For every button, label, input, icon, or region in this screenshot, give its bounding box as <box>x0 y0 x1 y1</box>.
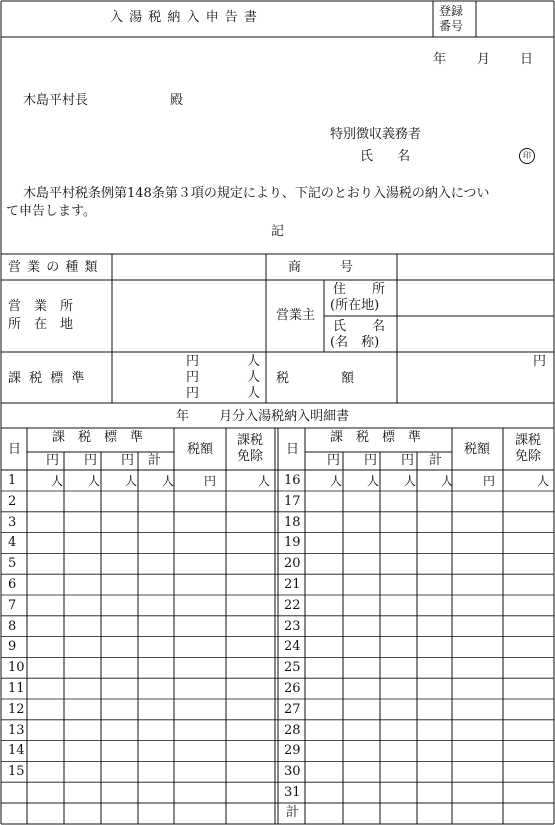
left-day-12: 12 <box>8 701 25 717</box>
business-location-label-1: 営 業 所 <box>8 299 74 314</box>
statement-line-2: て申告します。 <box>6 204 96 219</box>
right-day-30: 30 <box>284 764 301 780</box>
tax-standard-nin-3: 人 <box>247 386 261 401</box>
right-day-26: 26 <box>284 681 301 696</box>
col-exempt-left-1: 課税 <box>237 433 264 448</box>
date-year-label: 年 <box>433 52 447 67</box>
right-day-27: 27 <box>284 701 301 717</box>
col-total-left: 計 <box>148 453 162 468</box>
right-day-23: 23 <box>284 618 301 634</box>
col-total-right: 計 <box>429 453 443 468</box>
col-yen-left-1: 円 <box>46 453 60 468</box>
left-day-3: 3 <box>8 514 17 530</box>
operator-name-field[interactable] <box>399 318 553 350</box>
col-yen-left-3: 円 <box>121 453 135 468</box>
right-day-19: 19 <box>284 535 301 551</box>
col-yen-right-1: 円 <box>327 453 341 468</box>
addressee: 木島平村長 <box>23 93 89 108</box>
operator-address-field[interactable] <box>399 282 553 316</box>
tax-amount-label: 税 額 <box>276 371 355 386</box>
business-type-label: 営 業 の 種 類 <box>8 260 99 275</box>
col-day-right: 日 <box>286 442 300 457</box>
address-label-2: (所在地) <box>330 298 380 313</box>
total-row-label: 計 <box>286 805 300 820</box>
row1-nin-left-3: 人 <box>125 474 138 488</box>
form-title: 入 湯 税 納 入 申 告 書 <box>110 10 258 25</box>
col-tax-standard-left: 課 税 標 準 <box>52 430 144 445</box>
row1-nin-left-2: 人 <box>88 474 101 488</box>
statement-line-1: 木島平村税条例第148条第３項の規定により、下記のとおり入湯税の納入につい <box>23 186 490 201</box>
name-label-2: (名 称) <box>330 335 380 350</box>
tax-standard-nin-1: 人 <box>247 354 261 369</box>
left-day-15: 15 <box>8 764 25 780</box>
right-day-22: 22 <box>284 597 301 613</box>
business-type-field[interactable] <box>114 257 264 279</box>
row1-nin-right-5: 人 <box>537 474 550 488</box>
row1-nin-left-4: 人 <box>162 474 175 488</box>
collector-label: 特別徴収義務者 <box>330 127 422 142</box>
left-day-2: 2 <box>8 493 17 509</box>
ki-mark: 記 <box>271 224 285 239</box>
col-exempt-right-2: 免除 <box>515 449 542 464</box>
right-day-25: 25 <box>284 660 301 676</box>
col-yen-right-3: 円 <box>401 453 415 468</box>
left-day-14: 14 <box>8 743 25 759</box>
col-day-left: 日 <box>8 442 22 457</box>
right-day-24: 24 <box>284 639 301 655</box>
date-day-label: 日 <box>520 52 534 67</box>
row1-nin-right-2: 人 <box>367 474 380 488</box>
row1-nin-right-4: 人 <box>441 474 454 488</box>
name-label-1: 氏 名 <box>333 319 386 334</box>
row1-yen-right: 円 <box>483 474 496 488</box>
row1-nin-right-1: 人 <box>330 474 343 488</box>
tax-standard-yen-3: 円 <box>186 386 200 401</box>
row1-nin-left-1: 人 <box>51 474 64 488</box>
tax-standard-yen-1: 円 <box>186 354 200 369</box>
registration-label-bottom: 番号 <box>439 19 464 33</box>
row1-nin-right-3: 人 <box>404 474 417 488</box>
business-location-field[interactable] <box>114 282 264 350</box>
trade-name-field[interactable] <box>399 257 553 279</box>
right-day-18: 18 <box>284 514 301 530</box>
col-yen-left-2: 円 <box>84 453 98 468</box>
row1-yen-left: 円 <box>204 474 217 488</box>
left-day-13: 13 <box>8 722 25 738</box>
col-tax-amount-left: 税額 <box>187 442 214 457</box>
left-day-7: 7 <box>8 597 17 613</box>
left-day-8: 8 <box>8 618 17 634</box>
tax-standard-nin-2: 人 <box>247 370 261 385</box>
col-tax-standard-right: 課 税 標 準 <box>330 430 422 445</box>
right-day-20: 20 <box>284 556 301 572</box>
tax-amount-yen: 円 <box>533 354 547 369</box>
tax-amount-field[interactable] <box>399 353 529 403</box>
date-month-label: 月 <box>477 52 491 67</box>
left-day-5: 5 <box>8 556 17 572</box>
tax-standard-label: 課 税 標 準 <box>8 371 87 386</box>
trade-name-label: 商 号 <box>288 260 354 275</box>
right-day-29: 29 <box>284 743 301 759</box>
right-day-16: 16 <box>284 473 301 488</box>
tax-standard-yen-2: 円 <box>186 370 200 385</box>
address-label-1: 住 所 <box>333 282 386 297</box>
left-day-6: 6 <box>8 577 17 592</box>
left-day-9: 9 <box>8 639 17 655</box>
registration-number-field[interactable] <box>478 2 552 35</box>
left-day-4: 4 <box>8 535 17 551</box>
business-location-label-2: 所 在 地 <box>8 317 74 332</box>
seal-mark-icon: 印 <box>519 148 535 164</box>
col-exempt-right-1: 課税 <box>515 433 542 448</box>
right-day-31: 31 <box>284 785 301 800</box>
honorific: 殿 <box>170 93 184 108</box>
detail-title: 年 月分入湯税納入明細書 <box>176 409 350 424</box>
right-day-17: 17 <box>284 493 301 509</box>
col-exempt-left-2: 免除 <box>237 449 264 464</box>
right-day-28: 28 <box>284 722 301 738</box>
collector-name-label: 氏 名 <box>360 149 421 164</box>
col-tax-amount-right: 税額 <box>464 442 491 457</box>
row1-nin-left-5: 人 <box>258 474 271 488</box>
left-day-1: 1 <box>8 473 17 488</box>
operator-label: 営業主 <box>276 308 316 323</box>
right-day-21: 21 <box>284 577 301 592</box>
left-day-10: 10 <box>8 660 25 676</box>
col-yen-right-2: 円 <box>364 453 378 468</box>
registration-label-top: 登録 <box>439 4 464 18</box>
left-day-11: 11 <box>8 681 25 696</box>
